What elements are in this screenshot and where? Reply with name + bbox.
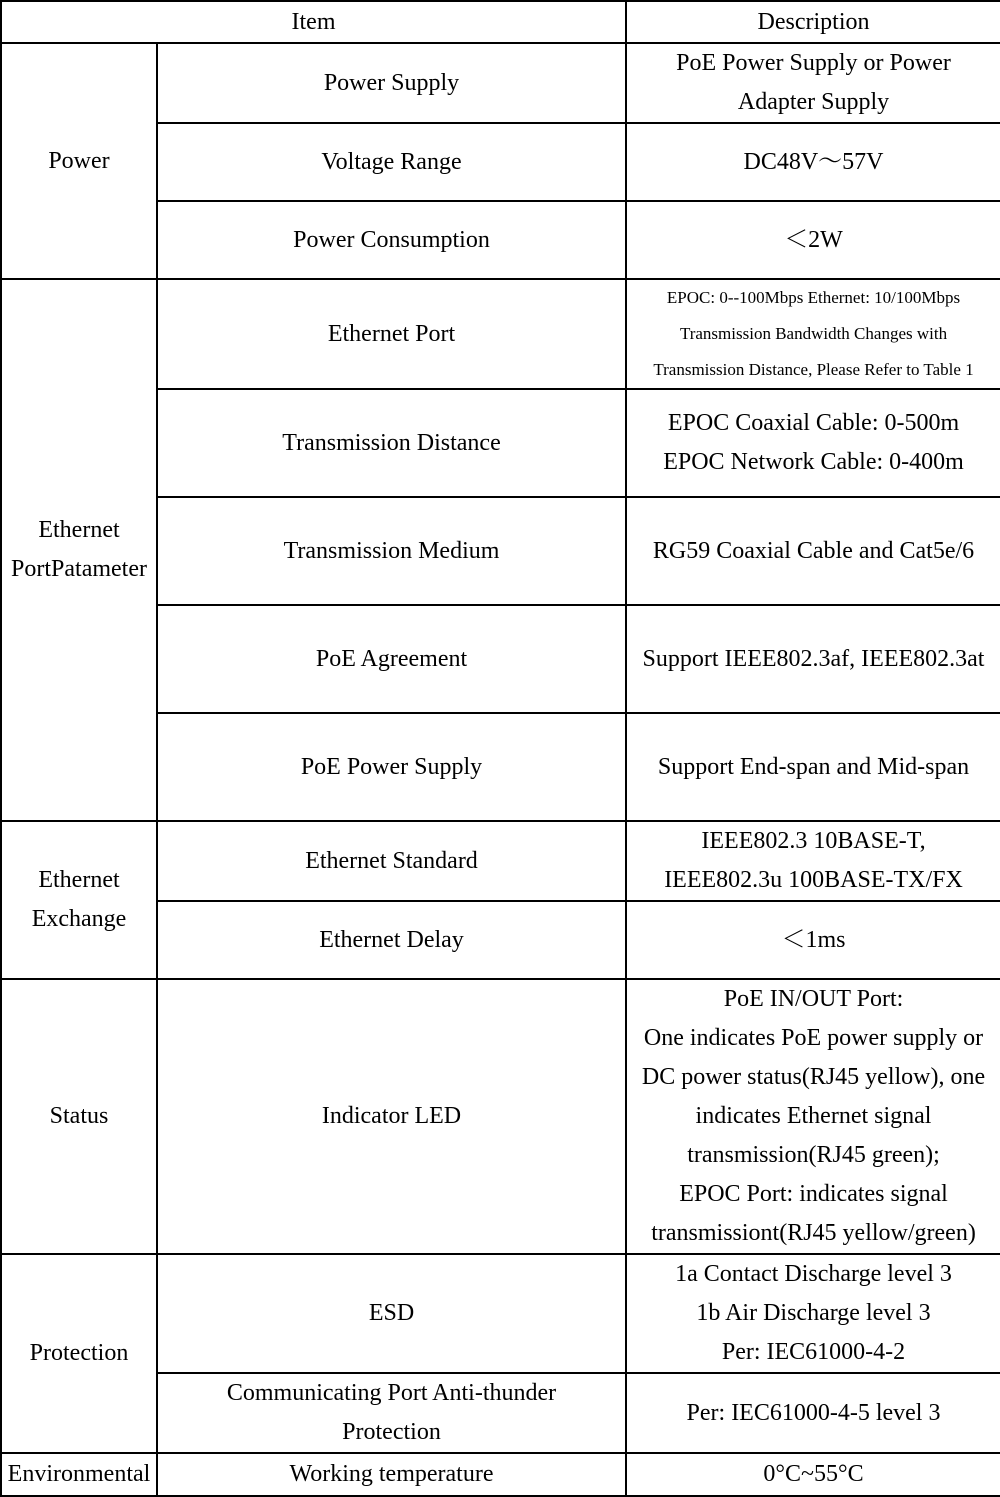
group-label-ethernet-port-parameter: Ethernet PortPatameter — [1, 279, 157, 821]
item-cell: Ethernet Delay — [157, 901, 626, 979]
table-row — [1, 43, 1000, 123]
item-cell: Power Supply — [157, 43, 626, 123]
description-cell: ＜1ms — [626, 901, 1000, 979]
table-row — [1, 279, 1000, 389]
description-cell: 1a Contact Discharge level 3 1b Air Discharge level 3 Per: IEC61000-4-2 — [626, 1254, 1000, 1373]
item-cell: PoE Agreement — [157, 605, 626, 713]
description-cell: ＜2W — [626, 201, 1000, 279]
group-label-protection: Protection — [1, 1254, 157, 1453]
header-item-cell: Item — [1, 1, 626, 43]
item-cell: Transmission Medium — [157, 497, 626, 605]
item-cell: Ethernet Port — [157, 279, 626, 389]
description-cell: EPOC: 0--100Mbps Ethernet: 10/100Mbps Transmission Bandwidth Changes with Transmission Distance, Please Refer to Table 1 — [626, 279, 1000, 389]
table-row — [1, 1453, 1000, 1496]
item-cell: Ethernet Standard — [157, 821, 626, 901]
description-cell: 0°C~55°C — [626, 1453, 1000, 1496]
item-cell: PoE Power Supply — [157, 713, 626, 821]
table-row — [1, 821, 1000, 901]
group-label-ethernet-exchange: Ethernet Exchange — [1, 821, 157, 979]
table-row — [1, 979, 1000, 1254]
group-label-power: Power — [1, 43, 157, 279]
item-cell: Voltage Range — [157, 123, 626, 201]
item-cell: Working temperature — [157, 1453, 626, 1496]
item-cell: Communicating Port Anti-thunder Protection — [157, 1373, 626, 1453]
description-cell: DC48V～57V — [626, 123, 1000, 201]
description-cell: Support End-span and Mid-span — [626, 713, 1000, 821]
description-cell: Per: IEC61000-4-5 level 3 — [626, 1373, 1000, 1453]
description-cell: RG59 Coaxial Cable and Cat5e/6 — [626, 497, 1000, 605]
description-cell: PoE IN/OUT Port: One indicates PoE power supply or DC power status(RJ45 yellow), one indicates Ethernet signal transmission(RJ45 green); EPOC Port: indicates signal transmissiont(RJ45 yellow/green) — [626, 979, 1000, 1254]
item-cell: Indicator LED — [157, 979, 626, 1254]
header-row — [1, 1, 1000, 43]
item-cell: Transmission Distance — [157, 389, 626, 497]
description-cell: Support IEEE802.3af, IEEE802.3at — [626, 605, 1000, 713]
description-cell: IEEE802.3 10BASE-T, IEEE802.3u 100BASE-TX/FX — [626, 821, 1000, 901]
header-description-cell: Description — [626, 1, 1000, 43]
group-label-environmental: Environmental — [1, 1453, 157, 1496]
table-row — [1, 1254, 1000, 1373]
item-cell: ESD — [157, 1254, 626, 1373]
group-label-status: Status — [1, 979, 157, 1254]
item-cell: Power Consumption — [157, 201, 626, 279]
description-cell: EPOC Coaxial Cable: 0-500m EPOC Network Cable: 0-400m — [626, 389, 1000, 497]
description-cell: PoE Power Supply or Power Adapter Supply — [626, 43, 1000, 123]
